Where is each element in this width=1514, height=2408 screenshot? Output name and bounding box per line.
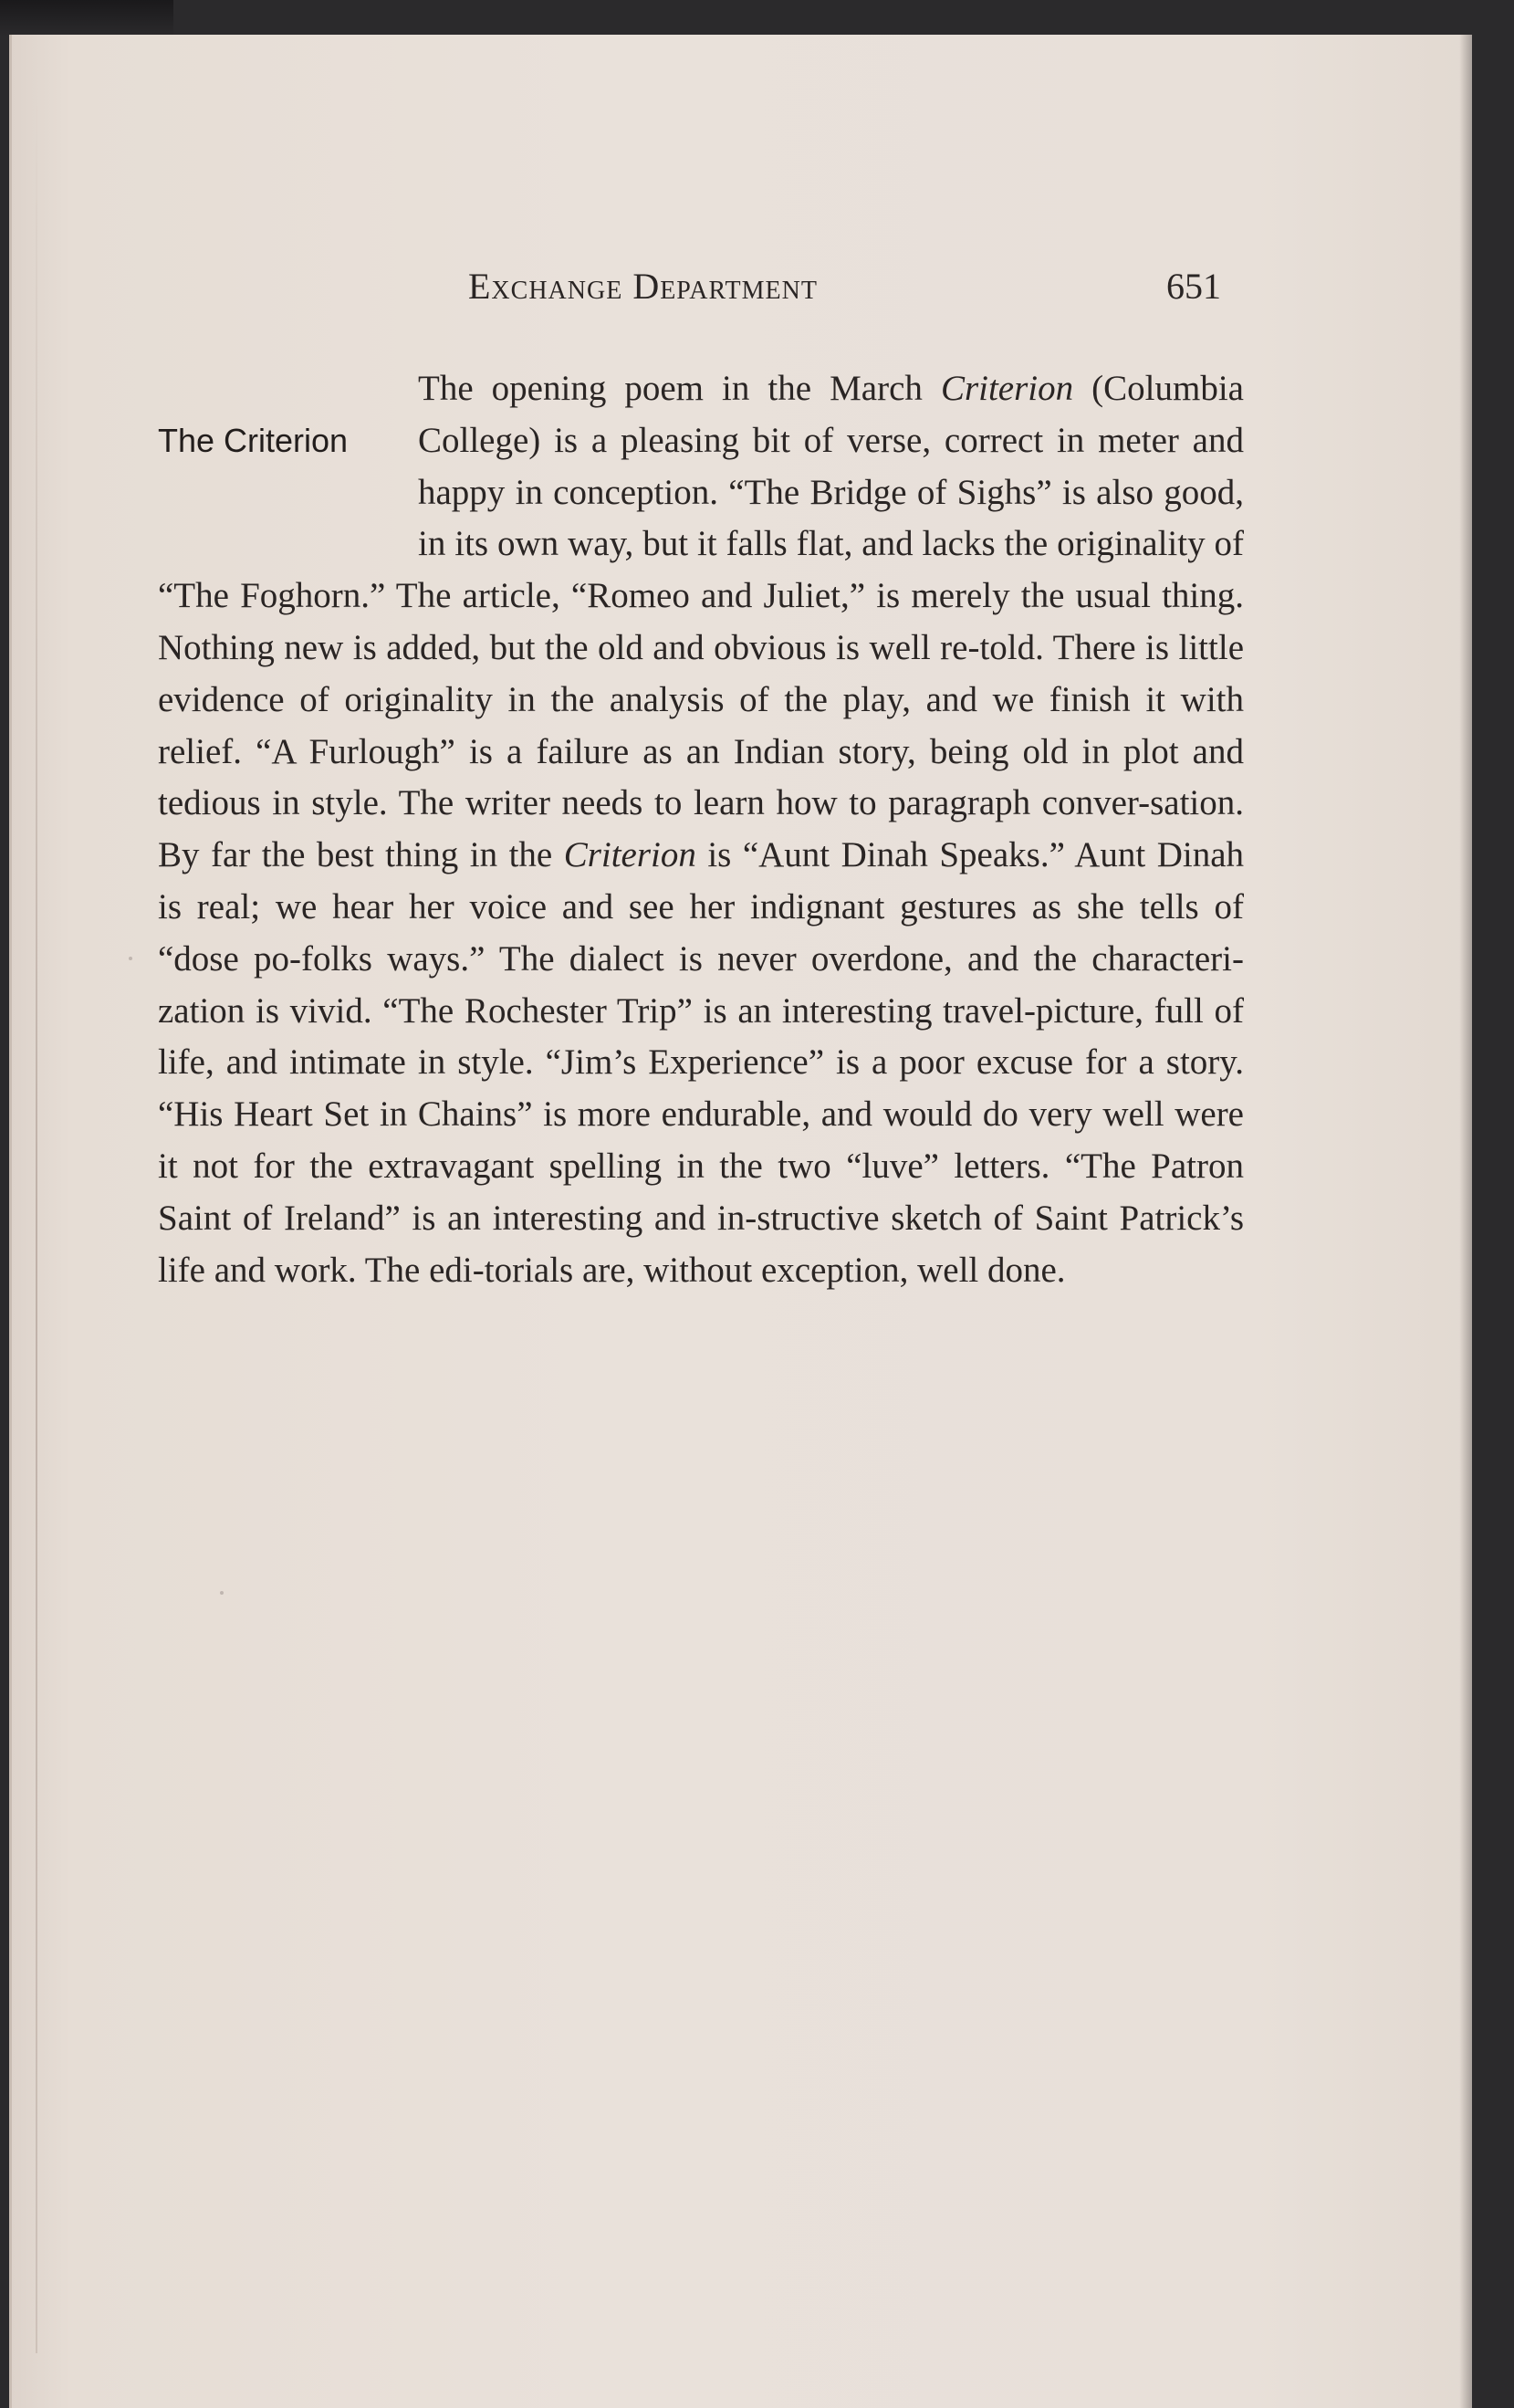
page-gutter [36,89,37,2353]
page-edge [1459,35,1472,2408]
paper-speck [220,1591,224,1595]
article-text-block [158,363,1244,1296]
sidenote-label: The Criterion [158,421,349,459]
book-page [9,35,1472,2408]
running-head [12,265,1472,319]
running-title: Exchange Department [468,266,818,307]
paper-speck [129,957,132,960]
article-body: The opening poem in the March Criterion (Columbia College) is a pleasing bit of verse, correct in meter and happy in conception. “The Bridge of Sighs” is also good, in its own way, but it falls flat, and lacks the originality of “The Foghorn.” The article, “Romeo and Juliet,” is merely the usual thing. Nothing new is added, but the old and obvious is well re-told. There is little evidence of originality in the analysis of the play, and we finish it with relief. “A Furlough” is a failure as an Indian story, being old in plot and tedious in style. The writer needs to learn how to paragraph conver-sation. By far the best thing in the Criterion is “Aunt Dinah Speaks.” Aunt Dinah is real; we hear her voice and see her indignant gestures as she tells of “dose po-folks ways.” The dialect is never overdone, and the characteri-zation is vivid. “The Rochester Trip” is an interesting travel-picture, full of life, and intimate in style. “Jim’s Experience” is a poor excuse for a story. “His Heart Set in Chains” is more endurable, and would do very well were it not for the extravagant spelling in the two “luve” letters. “The Patron Saint of Ireland” is an interesting and in-structive sketch of Saint Patrick’s life and work. The edi-torials are, without exception, well done. [158,369,1245,1290]
binding-shadow [0,0,173,37]
page-number: 651 [1166,266,1221,307]
